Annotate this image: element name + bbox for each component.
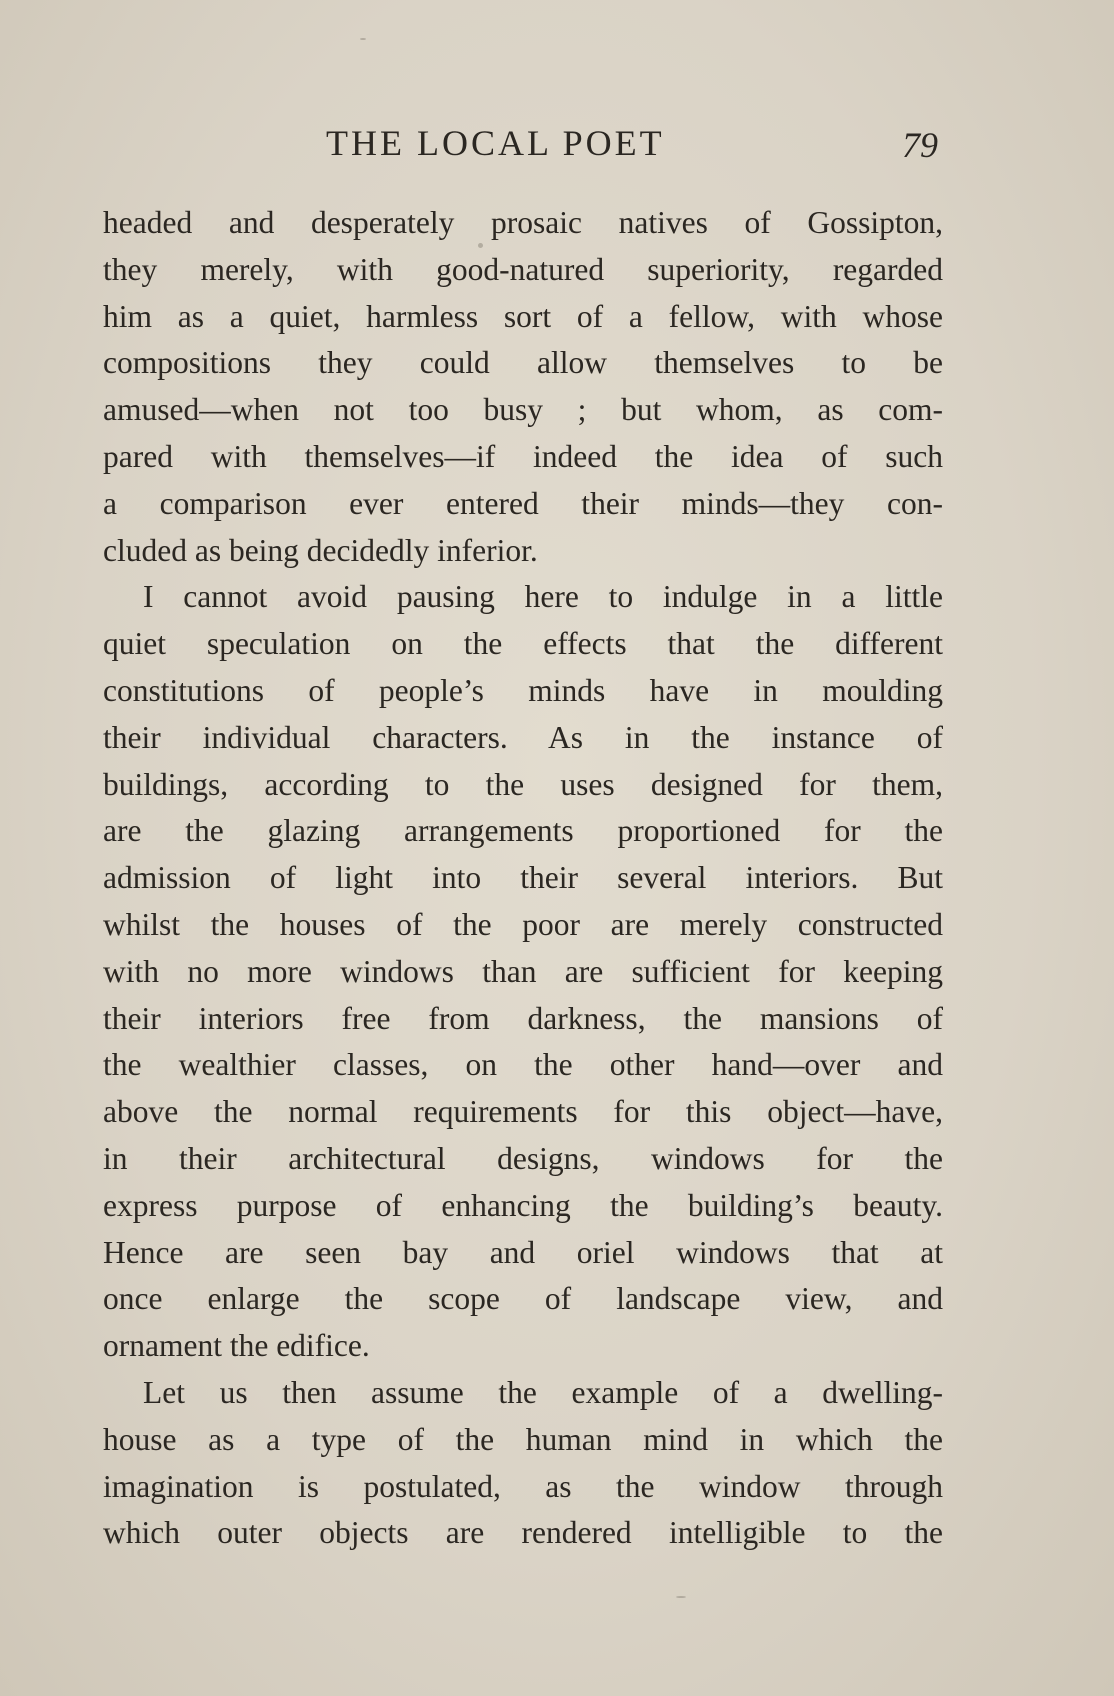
text-line: him as a quiet, harmless sort of a fellow, with whose [103,298,943,334]
text-line: I cannot avoid pausing here to indulge in a little [143,579,943,615]
text-line: in their architectural designs, windows for the [103,1140,943,1176]
page-number: 79 [902,125,938,165]
text-line: constitutions of people’s minds have in moulding [103,672,943,708]
running-head [0,118,1114,168]
text-line: admission of light into their several interiors. But [103,860,943,896]
text-line: quiet speculation on the effects that the different [103,626,943,662]
text-line: ornament the edifice. [103,1328,370,1364]
text-line: once enlarge the scope of landscape view, and [103,1281,943,1317]
text-line: their individual characters. As in the instance of [103,719,943,755]
text-line: their interiors free from darkness, the mansions of [103,1000,943,1036]
text-line: buildings, according to the uses designed for them, [103,766,943,802]
text-line: headed and desperately prosaic natives of Gossipton, [103,205,943,240]
paper-speck [676,1596,686,1598]
text-line: above the normal requirements for this object—have, [103,1094,943,1130]
text-line: Let us then assume the example of a dwelling- [143,1374,943,1410]
text-line: cluded as being decidedly inferior. [103,532,538,568]
text-line: they merely, with good-natured superiority, regarded [103,251,943,287]
text-line: a comparison ever entered their minds—they con- [103,485,943,521]
running-title: THE LOCAL POET [326,123,665,163]
paper-speck [478,243,483,248]
text-line: which outer objects are rendered intelligible to the [103,1515,943,1551]
text-line: compositions they could allow themselves to be [103,345,943,381]
text-line: are the glazing arrangements proportioned for the [103,813,943,849]
text-line: the wealthier classes, on the other hand—over and [103,1047,943,1083]
text-line: house as a type of the human mind in which the [103,1421,943,1457]
text-line: whilst the houses of the poor are merely constructed [103,906,943,942]
text-line: pared with themselves—if indeed the idea of such [103,438,943,474]
text-line: express purpose of enhancing the building’s beauty. [103,1187,943,1223]
paper-speck [360,38,366,40]
text-line: imagination is postulated, as the window through [103,1468,943,1504]
text-line: with no more windows than are sufficient for keeping [103,953,943,989]
text-line: amused—when not too busy ; but whom, as com- [103,392,943,428]
body-text [103,200,943,1557]
text-line: Hence are seen bay and oriel windows that at [103,1234,943,1270]
